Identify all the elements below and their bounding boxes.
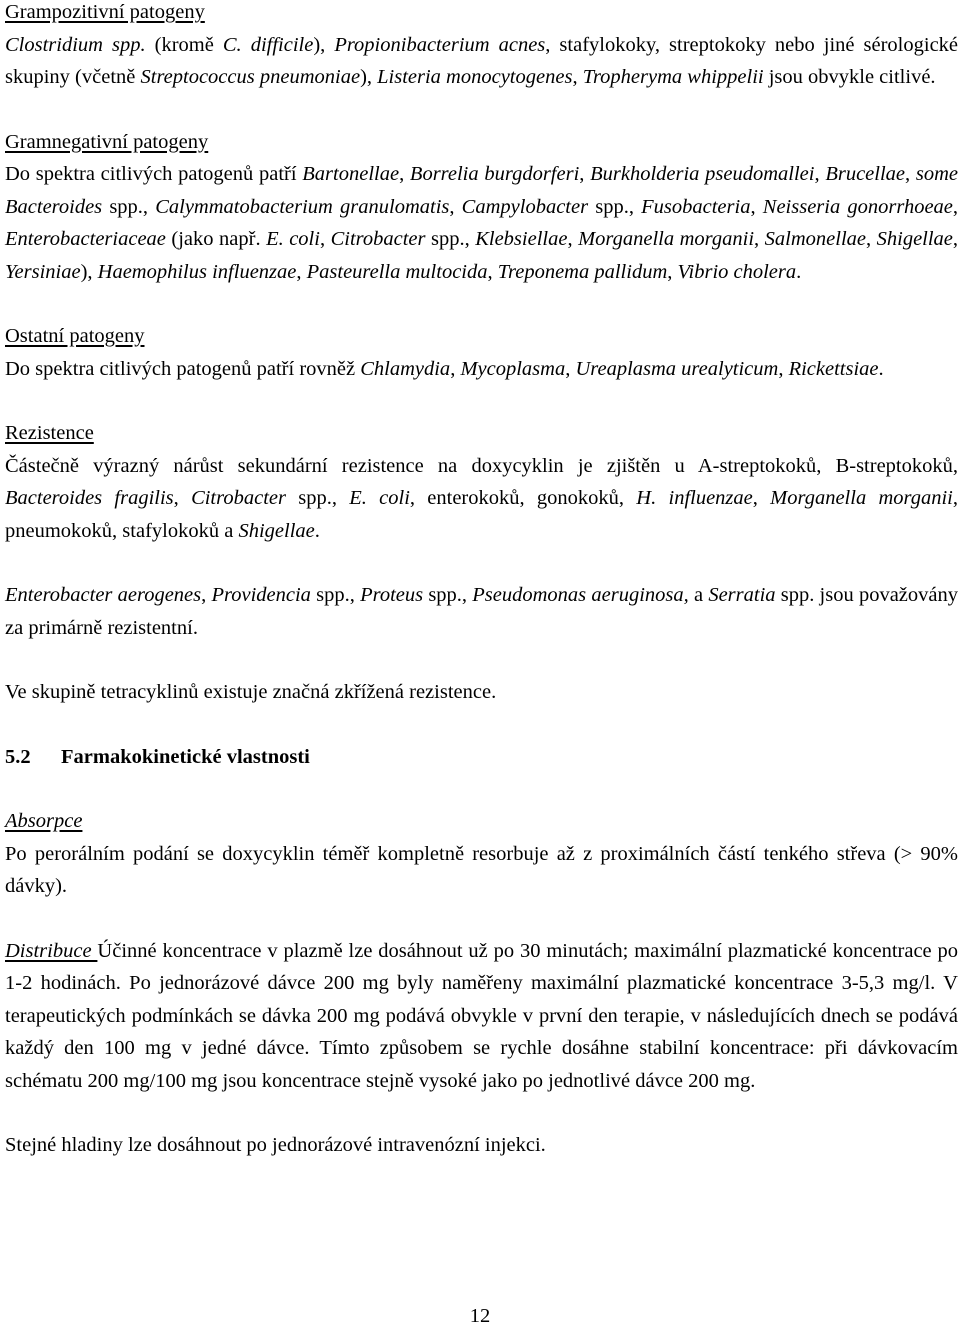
- resistance-paragraph-2: Enterobacter aerogenes, Providencia spp., Proteus spp., Pseudomonas aeruginosa, a Serratia spp. jsou považovány za primárně rezistentní.: [5, 584, 958, 639]
- section-number: 5.2: [5, 745, 31, 768]
- gram-positive-heading: Grampozitivní patogeny: [5, 1, 205, 23]
- other-pathogens-heading: Ostatní patogeny: [5, 325, 145, 347]
- section-heading: [5, 741, 958, 774]
- absorption-heading: Absorpce: [5, 810, 83, 832]
- resistance-heading: Rezistence: [5, 422, 94, 444]
- absorption-paragraph: Po perorálním podání se doxycyklin téměř kompletně resorbuje až z proximálních částí tenkého střeva (> 90% dávky).: [5, 842, 958, 897]
- distribution-text: Účinné koncentrace v plazmě lze dosáhnout už po 30 minutách; maximální plazmatické koncentrace po 1-2 hodinách. Po jednorázové dávce 200 mg byly naměřeny maximální plazmatické koncentrace 3-5,3 mg/l. V terapeutických podmínkách se dávka 200 mg podává obvykle v první den terapie, v následujících dnech se podává každý den 100 mg v jedné dávce. Tímto způsobem se rychle dosáhne stabilní koncentrace: při dávkovacím schématu 200 mg/100 mg jsou koncentrace stejně vysoké jako po jednotlivé dávce 200 mg.: [5, 939, 959, 1092]
- gram-positive-paragraph: Clostridium spp. (kromě C. difficile), Propionibacterium acnes, stafylokoky, streptokoky nebo jiné sérologické skupiny (včetně Streptococcus pneumoniae), Listeria monocytogenes, Tropheryma whippelii jsou obvykle citlivé.: [5, 33, 959, 88]
- resistance-paragraph-1: Částečně výrazný nárůst sekundární rezistence na doxycyklin je zjištěn u A-streptokoků, B-streptokoků, Bacteroides fragilis, Citrobacter spp., E. coli, enterokoků, gonokoků, H. influenzae, Morganella morganii, pneumokoků, stafylokoků a Shigellae.: [5, 454, 958, 542]
- distribution-note: Stejné hladiny lze dosáhnout po jednorázové intravenózní injekci.: [5, 1134, 546, 1156]
- gram-negative-paragraph: Do spektra citlivých patogenů patří Bartonellae, Borrelia burgdorferi, Burkholderia pseudomallei, Brucellae, some Bacteroides spp., Calymmatobacterium granulomatis, Campylobacter spp., Fusobacteria, Neisseria gonorrhoeae, Enterobacteriaceae (jako např. E. coli, Citrobacter spp., Klebsiellae, Morganella morganii, Salmonellae, Shigellae, Yersiniae), Haemophilus influenzae, Pasteurella multocida, Treponema pallidum, Vibrio cholera.: [5, 163, 959, 283]
- distribution-paragraph: [5, 935, 958, 1098]
- page-number: 12: [469, 1305, 491, 1327]
- gram-negative-heading: Gramnegativní patogeny: [5, 130, 209, 153]
- other-pathogens-paragraph: Do spektra citlivých patogenů patří rovněž Chlamydia, Mycoplasma, Ureaplasma urealyticum, Rickettsiae.: [5, 357, 884, 380]
- document-page: [5, 0, 958, 1162]
- distribution-heading: Distribuce: [5, 939, 98, 962]
- resistance-paragraph-3: Ve skupině tetracyklinů existuje značná zkřížená rezistence.: [5, 681, 497, 703]
- section-title: Farmakokinetické vlastnosti: [61, 745, 310, 768]
